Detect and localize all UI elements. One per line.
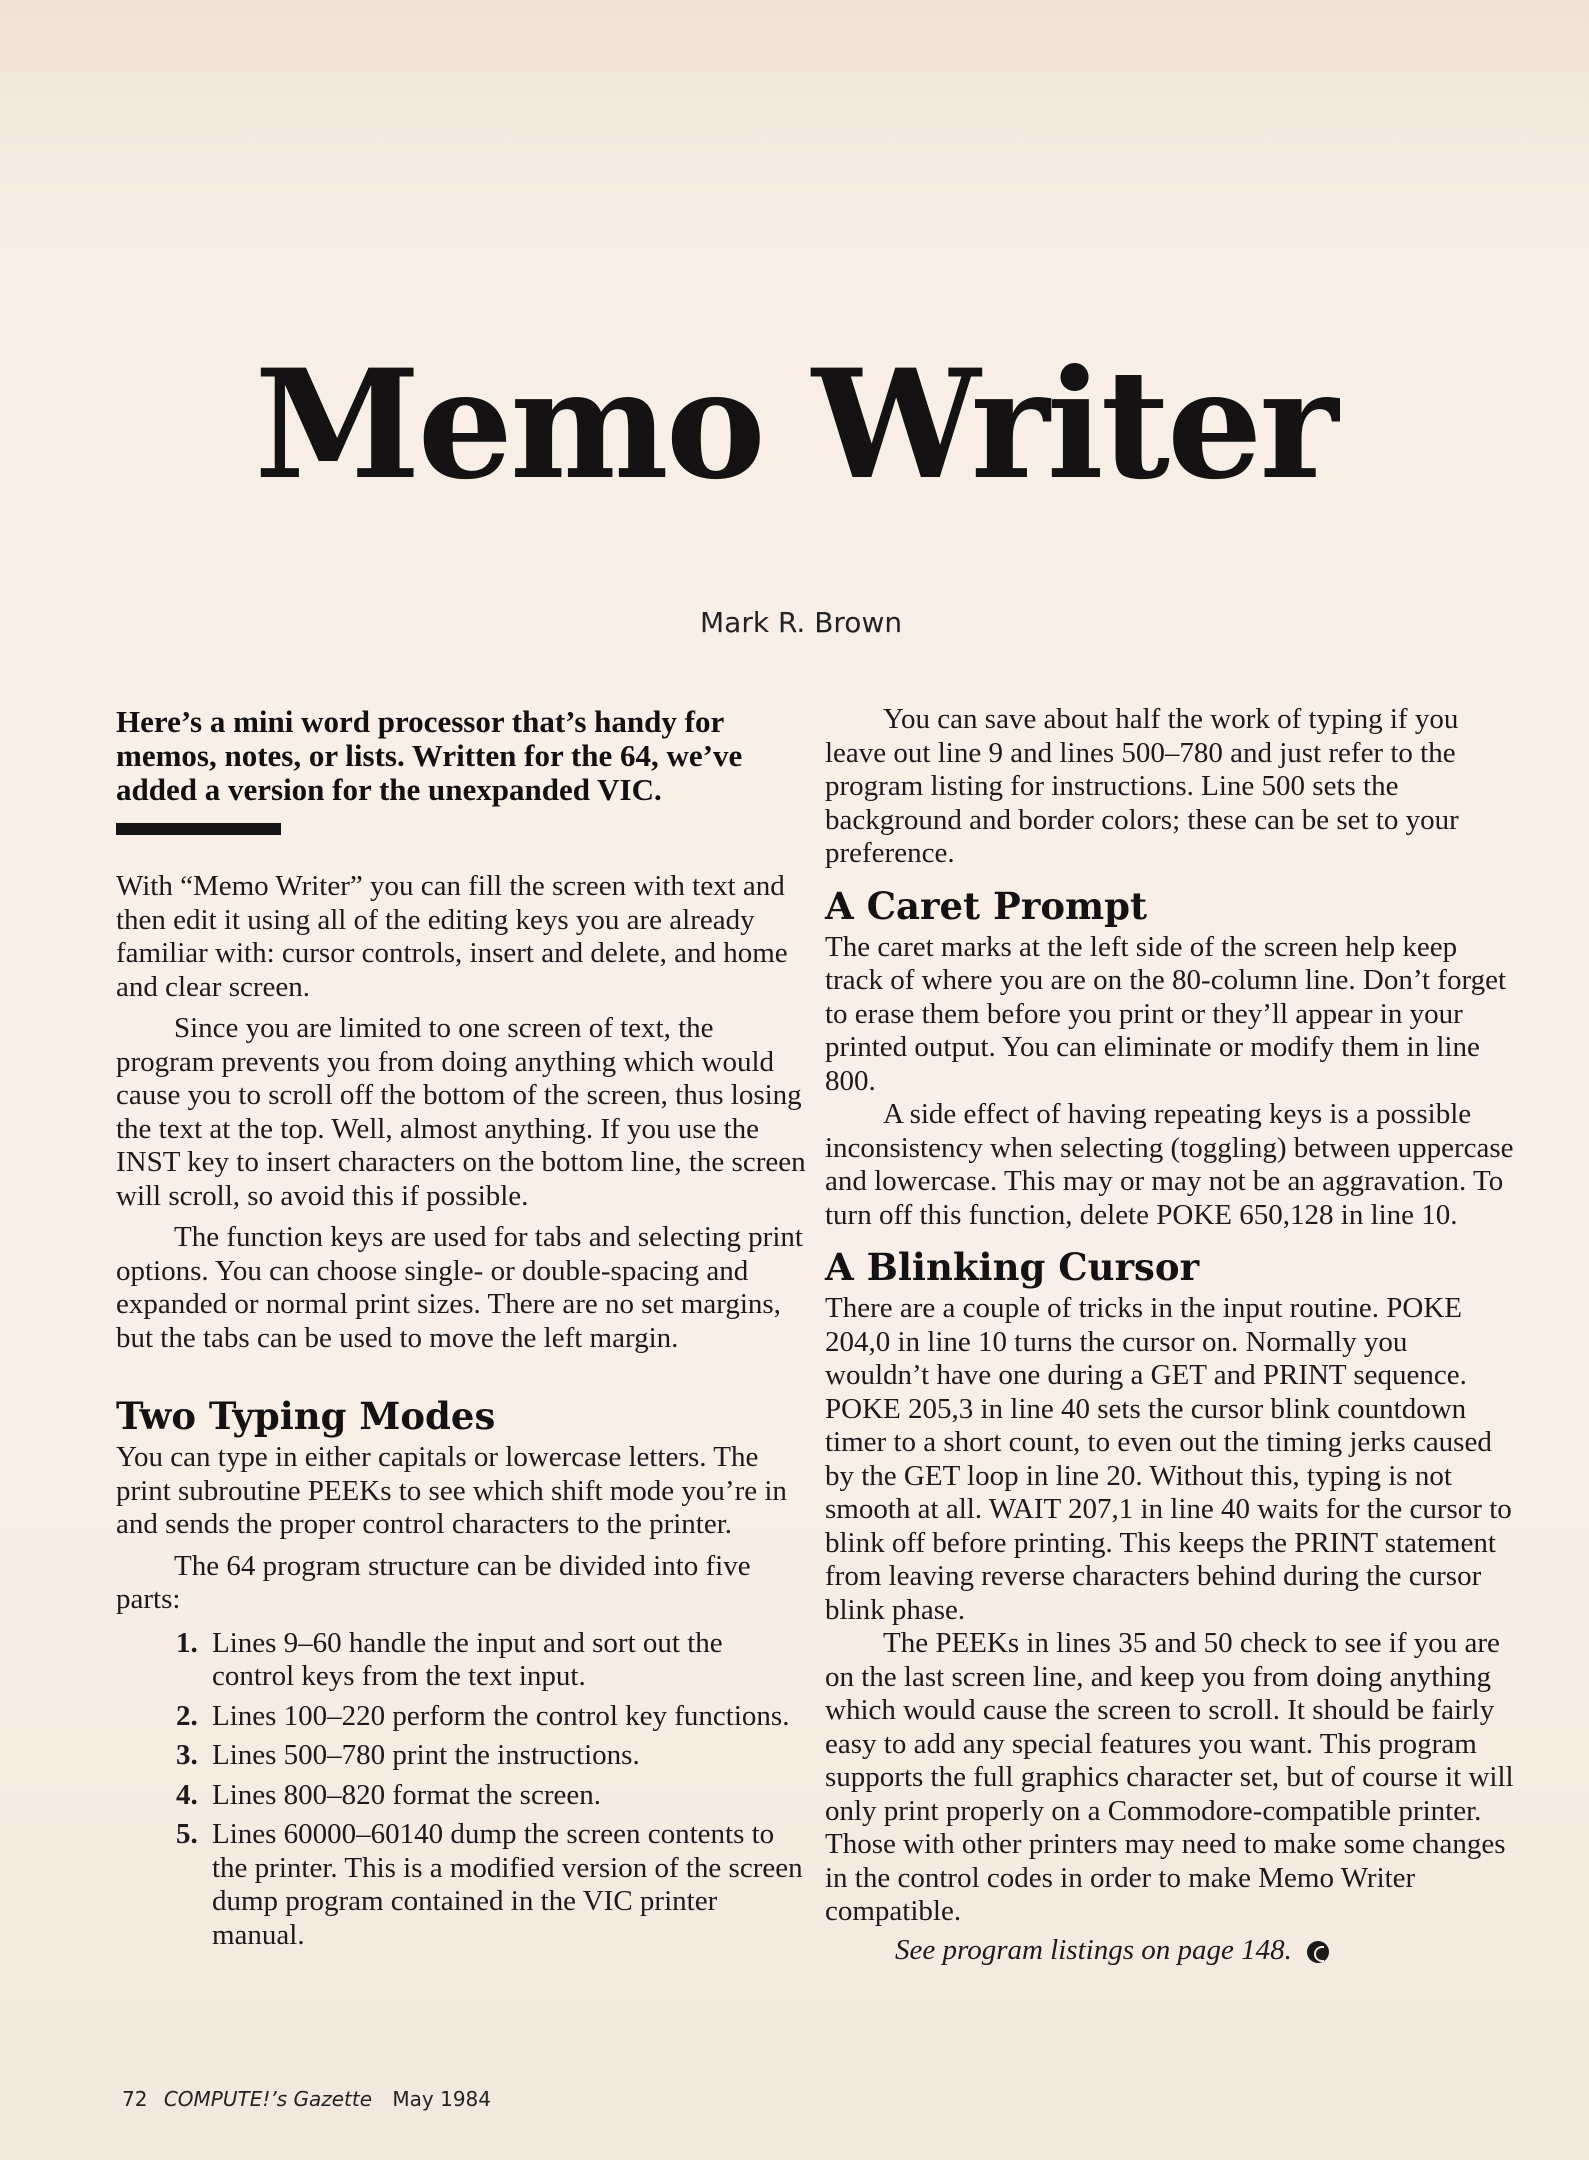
body-paragraph: Since you are limited to one screen of text, the program prevents you from doing anything which would cause you to scroll off the bottom of the screen, thus losing the text at the top. Well, almost anything. If you use the INST key to insert characters on the bottom line, the screen will scroll, so avoid this if possible. bbox=[116, 1012, 806, 1212]
list-item bbox=[176, 1779, 806, 1813]
list-item-text: Lines 800–820 format the screen. bbox=[212, 1778, 601, 1811]
body-paragraph: The function keys are used for tabs and selecting print options. You can choose single- or double-spacing and expanded or normal print sizes. There are no set margins, but the tabs can be used to move the left margin. bbox=[116, 1221, 803, 1354]
program-structure-list bbox=[116, 1627, 806, 1953]
section-heading-caret-prompt: A Caret Prompt bbox=[825, 883, 1148, 928]
list-item bbox=[176, 1818, 806, 1952]
list-item-number: 4. bbox=[176, 1778, 198, 1811]
page-number: 72 bbox=[122, 2087, 148, 2111]
compute-logo-icon bbox=[1307, 1941, 1329, 1963]
body-paragraph: You can type in either capitals or lowercase letters. The print subroutine PEEKs to see which shift mode you’re in and sends the proper control characters to the printer. bbox=[116, 1441, 787, 1540]
page-footer bbox=[122, 2087, 491, 2111]
list-item-number: 1. bbox=[176, 1626, 198, 1659]
section-heading-two-typing-modes: Two Typing Modes bbox=[116, 1394, 496, 1438]
body-paragraph: With “Memo Writer” you can fill the screen with text and then edit it using all of the editing keys you are already familiar with: cursor controls, insert and delete, and home and clear screen. bbox=[116, 870, 788, 1003]
issue-date: May 1984 bbox=[392, 2087, 491, 2111]
list-item-text: Lines 60000–60140 dump the screen contents to the printer. This is a modified version of the screen dump program contained in the VIC printer manual. bbox=[212, 1818, 803, 1951]
list-item-text: Lines 100–220 perform the control key functions. bbox=[212, 1699, 790, 1732]
article-title: Memo Writer bbox=[254, 337, 1336, 513]
list-item-text: Lines 500–780 print the instructions. bbox=[212, 1739, 640, 1771]
body-paragraph: There are a couple of tricks in the input routine. POKE 204,0 in line 10 turns the cursor on. Normally you wouldn’t have one during a GET and PRINT sequence. POKE 205,3 in line 40 sets the cursor blink countdown timer to a short count, to even out the timing jerks caused by the GET loop in line 20. Without this, typing is not smooth at all. WAIT 207,1 in line 40 waits for the cursor to blink off before printing. This keeps the PRINT statement from leaving reverse characters behind during the cursor blink phase. bbox=[825, 1292, 1512, 1626]
see-listing-text: See program listings on page 148. bbox=[895, 1933, 1292, 1966]
article-byline: Mark R. Brown bbox=[700, 606, 903, 639]
body-paragraph: A side effect of having repeating keys is a possible inconsistency when selecting (toggling) between uppercase and lowercase. This may or may not be an aggravation. To turn off this function, delete POKE 650,128 in line 10. bbox=[825, 1098, 1514, 1231]
list-item bbox=[176, 1700, 806, 1734]
article-intro: Here’s a mini word processor that’s handy for memos, notes, or lists. Written for the 64, we’ve added a version for the unexpanded VIC. bbox=[116, 704, 743, 807]
left-column bbox=[116, 705, 806, 1958]
body-paragraph: The caret marks at the left side of the screen help keep track of where you are on the 80-column line. Don’t forget to erase them before you print or they’ll appear in your printed output. You can eliminate or modify them in line 800. bbox=[825, 930, 1507, 1097]
section-heading-blinking-cursor: A Blinking Cursor bbox=[825, 1245, 1200, 1289]
body-paragraph: You can save about half the work of typing if you leave out line 9 and lines 500–780 and just refer to the program listing for instructions. Line 500 sets the background and border colors; these can be set to your preference. bbox=[825, 703, 1459, 869]
body-paragraph: The 64 program structure can be divided into five parts: bbox=[116, 1549, 751, 1615]
list-item-number: 2. bbox=[176, 1699, 198, 1732]
list-item-text: Lines 9–60 handle the input and sort out the control keys from the text input. bbox=[212, 1626, 723, 1692]
list-item bbox=[176, 1739, 806, 1773]
intro-divider bbox=[116, 823, 281, 835]
body-paragraph: The PEEKs in lines 35 and 50 check to see if you are on the last screen line, and keep you from doing anything which would cause the screen to scroll. It should be fairly easy to add any special features you want. This program supports the full graphics character set, but of course it will only print properly on a Commodore-compatible printer. Those with other printers may need to make some changes in the control codes in order to make Memo Writer compatible. bbox=[825, 1627, 1514, 1927]
program-listing-reference bbox=[895, 1933, 1515, 1967]
right-column bbox=[825, 703, 1515, 1967]
magazine-name: COMPUTE!’s Gazette bbox=[163, 2087, 373, 2111]
list-item-number: 3. bbox=[176, 1739, 198, 1771]
list-item-number: 5. bbox=[176, 1818, 198, 1850]
list-item bbox=[176, 1627, 806, 1694]
